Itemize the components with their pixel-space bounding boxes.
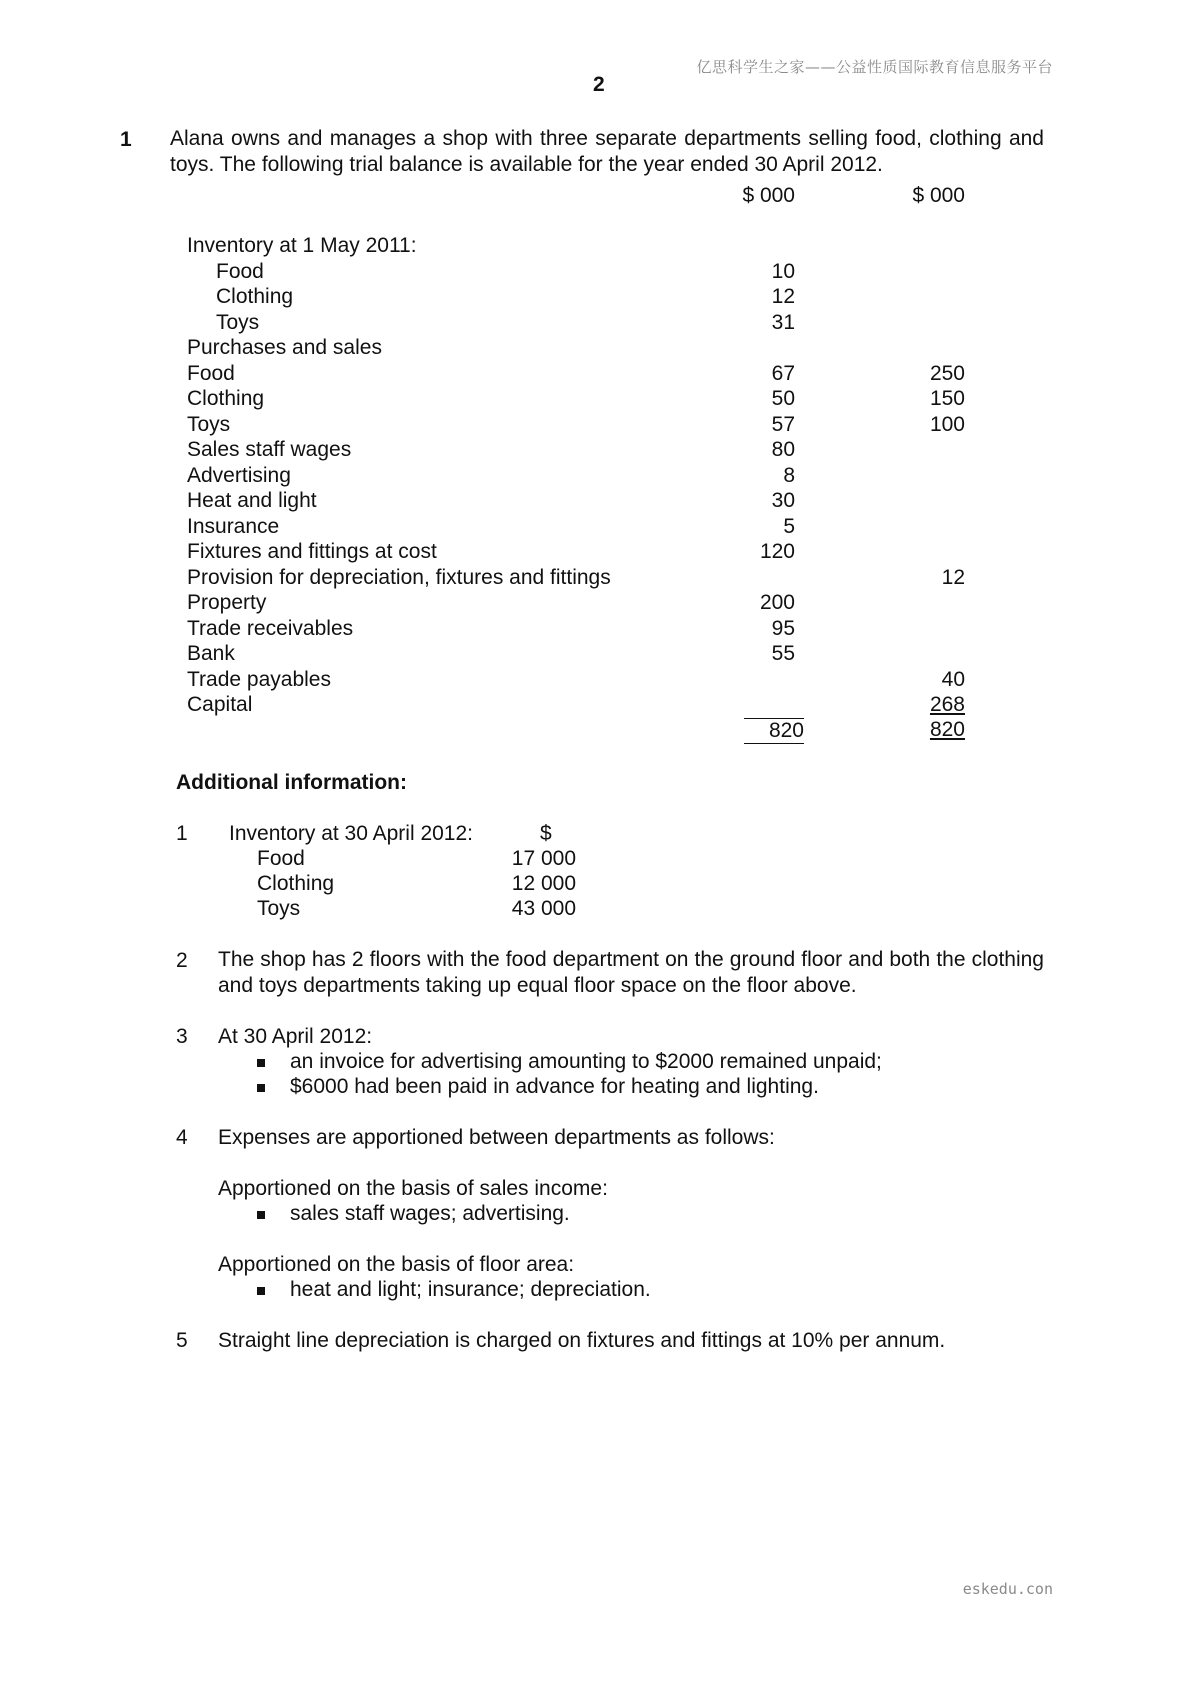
trial-balance-row	[0, 336, 1190, 361]
item3-text: At 30 April 2012:	[218, 1025, 373, 1048]
trial-balance-credit: 12	[941, 565, 965, 589]
trial-balance-label: Advertising	[187, 463, 291, 487]
additional-info-heading: Additional information:	[176, 771, 407, 794]
trial-balance-label: Toys	[216, 310, 260, 334]
trial-balance-debit: 67	[771, 361, 795, 385]
item1-label: Inventory at 30 April 2012:	[229, 822, 473, 845]
trial-balance-label: Capital	[187, 693, 253, 716]
closing-inventory-row	[0, 872, 600, 897]
closing-inventory-label: Toys	[257, 897, 301, 920]
item4-bullet1: sales staff wages; advertising.	[290, 1202, 570, 1225]
question-intro: Alana owns and manages a shop with three separate departments selling food, clothing and toys. The following trial balance is available for the year ended 30 April 2012.	[170, 127, 1044, 176]
bullet-marker	[257, 1287, 265, 1295]
trial-balance-row	[0, 362, 1190, 387]
trial-balance-row	[0, 668, 1190, 693]
trial-balance-row	[0, 260, 1190, 285]
trial-balance-debit: 57	[771, 412, 795, 436]
trial-balance-label: Trade receivables	[187, 616, 354, 640]
bullet-marker	[257, 1059, 265, 1067]
credit-column-header: $ 000	[912, 184, 965, 207]
trial-balance-debit: 12	[771, 285, 795, 308]
trial-balance-label: Insurance	[187, 514, 280, 538]
item4-text: Expenses are apportioned between departments as follows:	[218, 1126, 775, 1149]
closing-inventory-row	[0, 897, 600, 922]
trial-balance-row	[0, 438, 1190, 463]
trial-balance-debit: 10	[771, 259, 795, 283]
item4-bullet2: heat and light; insurance; depreciation.	[290, 1278, 651, 1301]
item1-number: 1	[176, 822, 188, 845]
footer-watermark: eskedu.con	[962, 1580, 1053, 1598]
trial-balance-label: Food	[187, 361, 235, 385]
trial-balance-row	[0, 234, 1190, 259]
item4-sub1: Apportioned on the basis of sales income:	[218, 1177, 608, 1200]
trial-balance-credit: 150	[929, 387, 965, 410]
trial-balance-row	[0, 642, 1190, 667]
closing-inventory-label: Clothing	[257, 872, 335, 895]
trial-balance-debit: 120	[759, 540, 795, 563]
question-number: 1	[120, 128, 132, 151]
trial-balance-credit: 100	[929, 412, 965, 436]
closing-inventory-value: 12 000	[511, 872, 576, 895]
closing-inventory-row	[0, 847, 600, 872]
bullet-marker	[257, 1084, 265, 1092]
trial-balance-label: Clothing	[216, 285, 294, 308]
trial-balance-row	[0, 617, 1190, 642]
trial-balance-debit: 5	[783, 514, 795, 538]
trial-balance-debit: 200	[759, 591, 795, 614]
item3-bullet: an invoice for advertising amounting to $2000 remained unpaid;	[290, 1050, 882, 1073]
trial-balance-debit: 50	[771, 387, 795, 410]
trial-balance-label: Provision for depreciation, fixtures and fittings	[187, 565, 611, 589]
trial-balance-credit: 268	[929, 693, 965, 716]
trial-balance-row	[0, 464, 1190, 489]
trial-balance-label: Toys	[187, 412, 231, 436]
trial-balance-label: Trade payables	[187, 667, 331, 691]
trial-balance-label: Sales staff wages	[187, 438, 352, 461]
item3-bullet: $6000 had been paid in advance for heating and lighting.	[290, 1075, 819, 1098]
bullet-marker	[257, 1211, 265, 1219]
trial-balance-row	[0, 591, 1190, 616]
item2-text: The shop has 2 floors with the food department on the ground floor and both the clothing and toys departments taking up equal floor space on the floor above.	[218, 948, 1044, 997]
trial-balance-label: Bank	[187, 642, 235, 665]
trial-balance-row	[0, 413, 1190, 438]
trial-balance-debit: 95	[771, 616, 795, 640]
total-debit: 820	[744, 718, 804, 744]
trial-balance-debit: 8	[783, 463, 795, 487]
trial-balance-label: Clothing	[187, 387, 265, 410]
item4-sub2: Apportioned on the basis of floor area:	[218, 1253, 575, 1276]
trial-balance-credit: 40	[941, 667, 965, 691]
item5-number: 5	[176, 1329, 188, 1352]
trial-balance-label: Fixtures and fittings at cost	[187, 540, 437, 563]
trial-balance-credit: 250	[929, 361, 965, 385]
debit-column-header: $ 000	[742, 184, 795, 207]
total-credit: 820	[929, 718, 965, 741]
trial-balance-row	[0, 285, 1190, 310]
trial-balance-label: Property	[187, 591, 267, 614]
trial-balance-label: Purchases and sales	[187, 336, 382, 359]
trial-balance-debit: 31	[771, 310, 795, 334]
header-watermark: 亿思科学生之家——公益性质国际教育信息服务平台	[696, 58, 1053, 76]
trial-balance-row	[0, 540, 1190, 565]
trial-balance-row	[0, 311, 1190, 336]
trial-balance-row	[0, 387, 1190, 412]
trial-balance-row	[0, 566, 1190, 591]
trial-balance-label: Food	[216, 259, 264, 283]
closing-inventory-value: 17 000	[511, 847, 576, 870]
item5-text: Straight line depreciation is charged on fixtures and fittings at 10% per annum.	[218, 1329, 946, 1352]
trial-balance-label: Inventory at 1 May 2011:	[187, 234, 417, 257]
trial-balance-debit: 80	[771, 438, 795, 461]
page-number: 2	[593, 73, 605, 96]
trial-balance-debit: 30	[771, 489, 795, 512]
trial-balance-row	[0, 693, 1190, 718]
trial-balance-debit: 55	[771, 642, 795, 665]
trial-balance-row	[0, 489, 1190, 514]
item3-number: 3	[176, 1025, 188, 1048]
item4-number: 4	[176, 1126, 188, 1149]
item2-number: 2	[176, 949, 188, 972]
closing-inventory-label: Food	[257, 847, 305, 870]
trial-balance-row	[0, 515, 1190, 540]
trial-balance-label: Heat and light	[187, 489, 317, 512]
closing-inventory-value: 43 000	[511, 897, 576, 920]
item1-currency: $	[540, 822, 552, 845]
